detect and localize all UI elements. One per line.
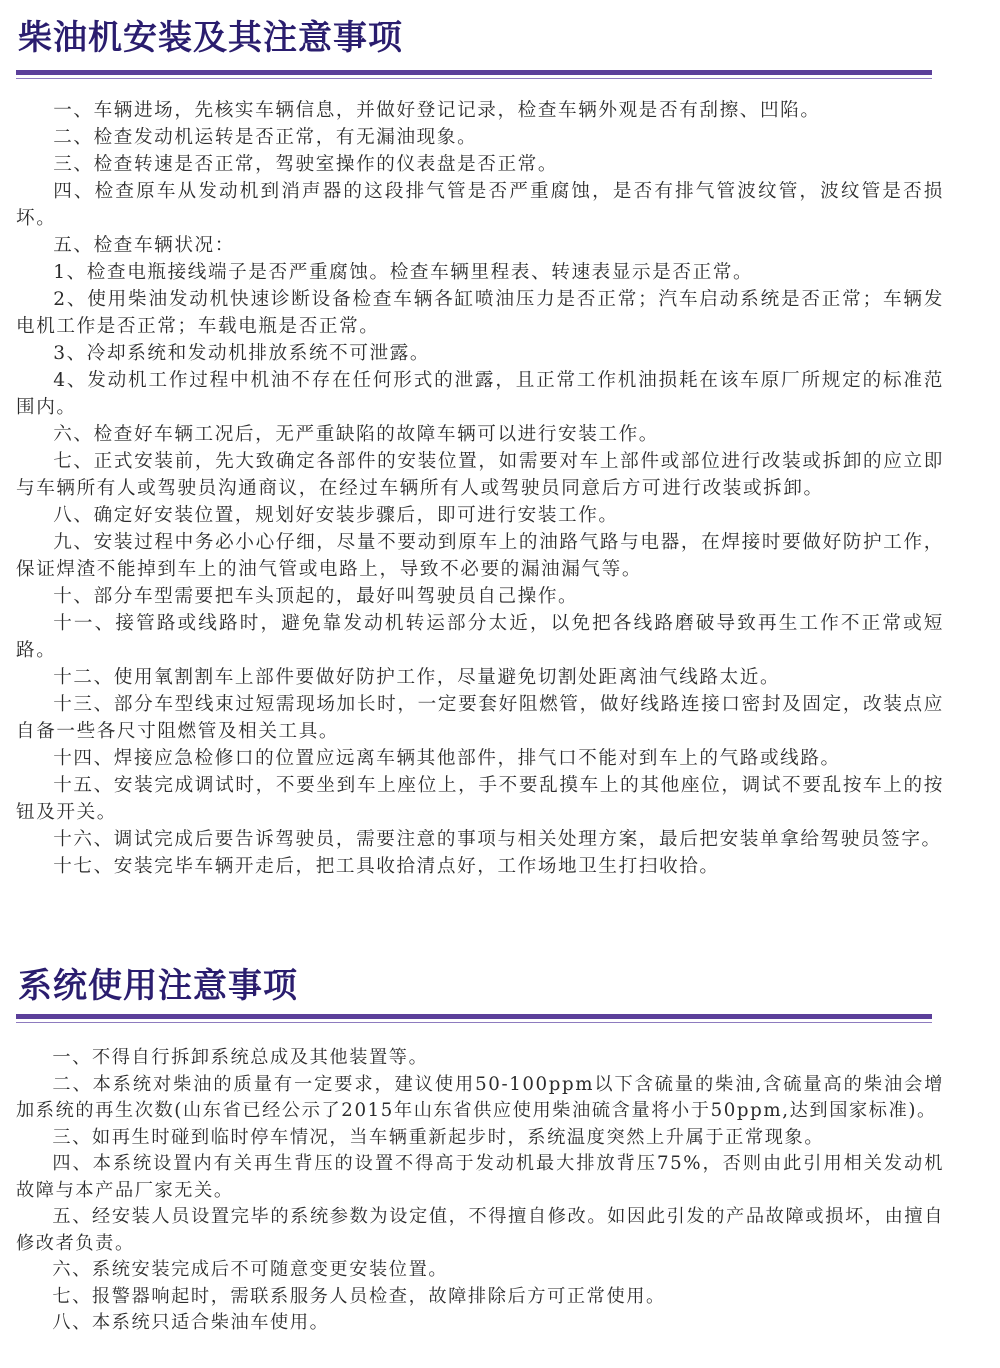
installation-notes-body [16,97,944,880]
paragraph: 2、使用柴油发动机快速诊断设备检查车辆各缸喷油压力是否正常；汽车启动系统是否正常；车辆发电机工作是否正常；车载电瓶是否正常。 [16,289,944,337]
paragraph: 七、报警器响起时，需联系服务人员检查，故障排除后方可正常使用。 [52,1285,666,1307]
paragraph: 十五、安装完成调试时，不要坐到车上座位上，手不要乱摸车上的其他座位，调试不要乱按车上的按钮及开关。 [16,775,944,823]
paragraph: 四、本系统设置内有关再生背压的设置不得高于发动机最大排放背压75%，否则由此引用相关发动机故障与本产品厂家无关。 [16,1153,944,1201]
paragraph: 二、本系统对柴油的质量有一定要求，建议使用50-100ppm以下含硫量的柴油,含硫量高的柴油会增加系统的再生次数(山东省已经公示了2015年山东省供应使用柴油硫含量将小于50ppm,达到国家标准)。 [16,1073,944,1121]
paragraph: 十七、安装完毕车辆开走后，把工具收拾清点好，工作场地卫生打扫收拾。 [53,856,720,877]
paragraph: 十、部分车型需要把车头顶起的，最好叫驾驶员自己操作。 [53,586,579,607]
paragraph: 三、检查转速是否正常，驾驶室操作的仪表盘是否正常。 [53,154,559,175]
paragraph: 一、不得自行拆卸系统总成及其他装置等。 [52,1047,429,1068]
title-underline-thin [16,1022,932,1023]
paragraph: 四、检查原车从发动机到消声器的这段排气管是否严重腐蚀，是否有排气管波纹管，波纹管是否损坏。 [16,181,944,229]
paragraph: 三、如再生时碰到临时停车情况，当车辆重新起步时，系统温度突然上升属于正常现象。 [52,1126,825,1148]
paragraph: 3、冷却系统和发动机排放系统不可泄露。 [53,343,431,364]
paragraph: 七、正式安装前，先大致确定各部件的安装位置，如需要对车上部件或部位进行改装或拆卸的应立即与车辆所有人或驾驶员沟通商议，在经过车辆所有人或驾驶员同意后方可进行改装或拆卸。 [16,451,944,499]
paragraph: 八、确定好安装位置，规划好安装步骤后，即可进行安装工作。 [53,505,619,526]
paragraph: 五、检查车辆状况： [53,235,235,256]
section-title-installation: 柴油机安装及其注意事项 [18,18,403,58]
paragraph: 九、安装过程中务必小心仔细，尽量不要动到原车上的油路气路与电器，在焊接时要做好防护工作，保证焊渣不能掉到车上的油气管或电路上，导致不必要的漏油漏气等。 [16,532,944,580]
paragraph: 八、本系统只适合柴油车使用。 [52,1312,330,1333]
paragraph: 十四、焊接应急检修口的位置应远离车辆其他部件，排气口不能对到车上的气路或线路。 [53,748,841,769]
title-underline-thick [16,70,932,75]
paragraph: 五、经安装人员设置完毕的系统参数为设定值，不得擅自修改。如因此引发的产品故障或损坏，由擅自修改者负责。 [16,1206,944,1254]
section-title-system-usage: 系统使用注意事项 [18,966,298,1006]
paragraph: 六、检查好车辆工况后，无严重缺陷的故障车辆可以进行安装工作。 [53,424,660,445]
paragraph: 六、系统安装完成后不可随意变更安装位置。 [52,1259,449,1280]
usage-notes-body [16,1045,944,1337]
paragraph: 一、车辆进场，先核实车辆信息，并做好登记记录，检查车辆外观是否有刮擦、凹陷。 [53,100,821,121]
paragraph: 4、发动机工作过程中机油不存在任何形式的泄露，且正常工作机油损耗在该车原厂所规定的标准范围内。 [16,370,944,418]
paragraph: 十一、接管路或线路时，避免靠发动机转运部分太近，以免把各线路磨破导致再生工作不正常或短路。 [16,613,944,661]
paragraph: 十六、调试完成后要告诉驾驶员，需要注意的事项与相关处理方案，最后把安装单拿给驾驶员签字。 [53,829,942,850]
paragraph: 1、检查电瓶接线端子是否严重腐蚀。检查车辆里程表、转速表显示是否正常。 [53,262,754,283]
paragraph: 十三、部分车型线束过短需现场加长时，一定要套好阻燃管，做好线路连接口密封及固定，改装点应自备一些各尺寸阻燃管及相关工具。 [16,694,944,742]
paragraph: 二、检查发动机运转是否正常，有无漏油现象。 [53,127,478,148]
paragraph: 十二、使用氧割割车上部件要做好防护工作，尽量避免切割处距离油气线路太近。 [53,667,781,688]
title-underline-thick [16,1014,932,1019]
title-underline-thin [16,78,932,79]
